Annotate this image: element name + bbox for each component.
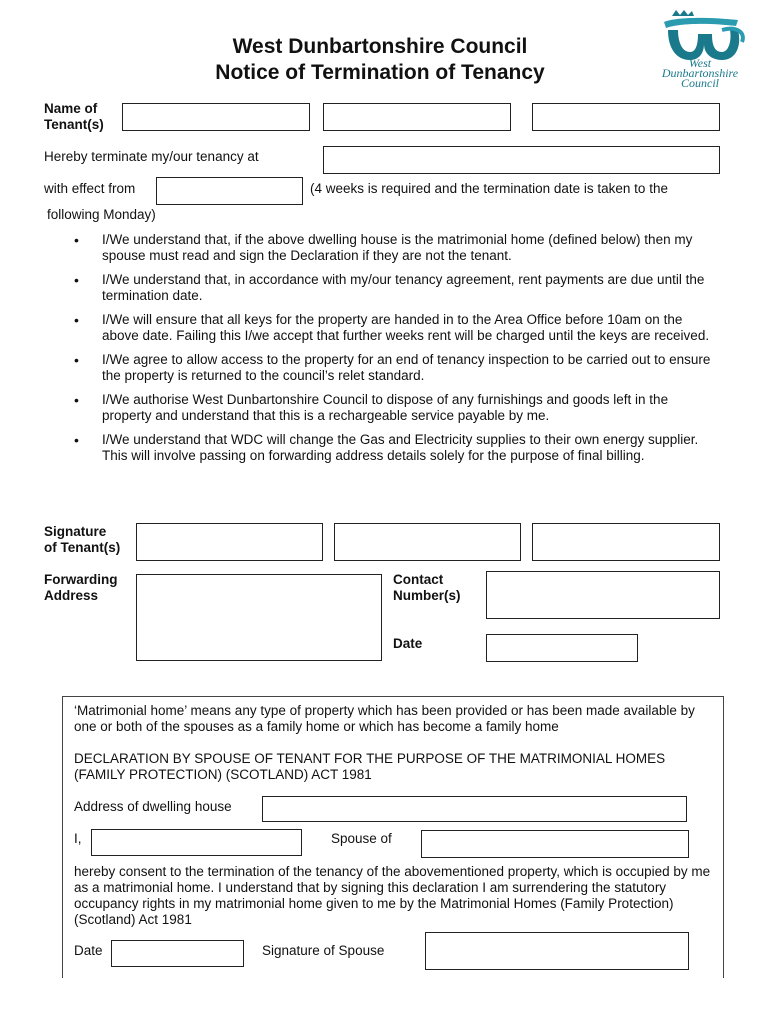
list-item: • I/We understand that WDC will change the Gas and Electricity supplies to their own energy supplier. This will involve passing on forwarding address details solely for the purpose of final billing. — [62, 432, 712, 464]
matrimonial-definition: ‘Matrimonial home’ means any type of property which has been provided or has been made available by one or both of the spouses as a family home or which has become a family home — [74, 703, 695, 734]
contact-label-line2: Number(s) — [393, 588, 461, 603]
notice-text-line2: following Monday) — [47, 207, 156, 222]
tenant-name-field-2[interactable] — [323, 103, 511, 131]
tenant-date-field[interactable] — [486, 634, 638, 662]
name-label-line1: Name of — [44, 101, 98, 116]
declaration-heading: DECLARATION BY SPOUSE OF TENANT FOR THE PURPOSE OF THE MATRIMONIAL HOMES (FAMILY PROTECTION) (SCOTLAND) ACT 1981 — [74, 751, 666, 782]
tenant-name-field-1[interactable] — [122, 103, 310, 131]
effect-label: with effect from — [44, 181, 136, 196]
contact-label-line1: Contact — [393, 572, 444, 587]
forwarding-label-line1: Forwarding — [44, 572, 118, 587]
list-item: • I/We agree to allow access to the property for an end of tenancy inspection to be carried out to ensure the property is returned to the council’s relet standard. — [62, 352, 712, 384]
name-label-line2: Tenant(s) — [44, 117, 104, 132]
tenant-name-field-3[interactable] — [532, 103, 720, 131]
spouse-signature-field[interactable] — [425, 932, 689, 970]
spouse-name-label: I, — [74, 831, 82, 846]
tenant-date-label: Date — [393, 636, 423, 651]
forwarding-address-field[interactable] — [136, 574, 382, 661]
contact-number-field[interactable] — [486, 571, 720, 619]
logo-text-line2: Dunbartonshire — [661, 66, 739, 80]
forwarding-label-line2: Address — [44, 588, 99, 603]
council-logo — [642, 8, 758, 92]
dwelling-address-field[interactable] — [262, 796, 687, 822]
logo-text-line3: Council — [681, 76, 719, 90]
tenancy-address-field[interactable] — [323, 146, 720, 174]
terms-list — [62, 232, 712, 472]
list-item: • I/We understand that, if the above dwelling house is the matrimonial home (defined below) then my spouse must read and sign the Declaration if they are not the tenant. — [62, 232, 712, 264]
signature-label-line1: Signature — [44, 524, 107, 539]
spouse-of-field[interactable] — [421, 830, 689, 858]
consent-text: hereby consent to the termination of the tenancy of the abovementioned property, which is occupied by me as a matrimonial home. I understand that by signing this declaration I am surrendering the statutory occupancy rights in my matrimonial home given to me by the Matrimonial Homes (Family Protection) (Scotland) Act 1981 — [74, 864, 711, 927]
spouse-name-field[interactable] — [91, 829, 302, 856]
tenant-signature-field-1[interactable] — [136, 523, 323, 561]
spouse-signature-label: Signature of Spouse — [262, 943, 385, 958]
terminate-label: Hereby terminate my/our tenancy at — [44, 149, 259, 164]
list-item: • I/We understand that, in accordance with my/our tenancy agreement, rent payments are due until the termination date. — [62, 272, 712, 304]
signature-label-line2: of Tenant(s) — [44, 540, 121, 555]
logo-text-line1: West — [688, 56, 712, 70]
page-title-line1: West Dunbartonshire Council — [232, 35, 528, 58]
spouse-date-field[interactable] — [111, 940, 244, 967]
list-item: • I/We will ensure that all keys for the property are handed in to the Area Office before 10am on the above date. Failing this I/we accept that further weeks rent will be charged until the keys are received. — [62, 312, 712, 344]
dwelling-address-label: Address of dwelling house — [74, 799, 232, 814]
page-title-line2: Notice of Termination of Tenancy — [215, 61, 545, 84]
notice-text-line1: (4 weeks is required and the termination date is taken to the — [310, 181, 668, 196]
effect-date-field[interactable] — [156, 177, 303, 205]
list-item: • I/We authorise West Dunbartonshire Council to dispose of any furnishings and goods left in the property and understand that this is a rechargeable service payable by me. — [62, 392, 712, 424]
spouse-of-label: Spouse of — [331, 831, 392, 846]
tenant-signature-field-2[interactable] — [334, 523, 521, 561]
spouse-date-label: Date — [74, 943, 103, 958]
tenant-signature-field-3[interactable] — [532, 523, 720, 561]
